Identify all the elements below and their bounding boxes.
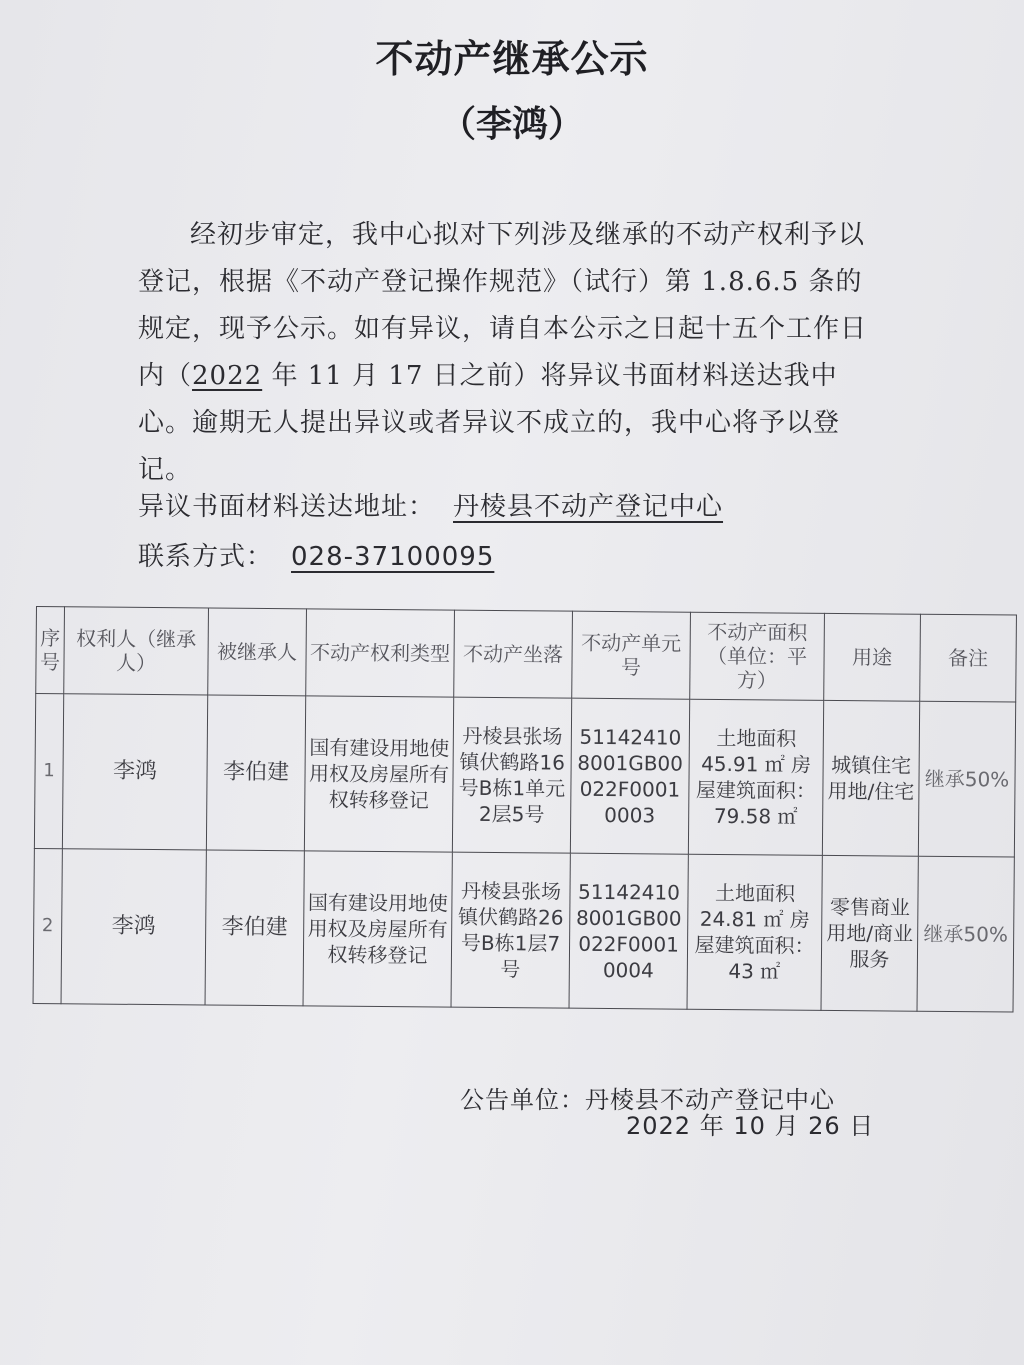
cell-note: 继承50%: [918, 701, 1015, 857]
address-line: [138, 486, 723, 523]
table-row: [33, 848, 1014, 1012]
property-table: [33, 606, 1017, 1013]
header-right-type: 不动产权利类型: [306, 609, 455, 697]
cell-unit-no: 511424108001GB00022F00010004: [569, 853, 688, 1009]
cell-unit-no: 511424108001GB00022F00010003: [570, 698, 689, 854]
cell-note: 继承50%: [917, 856, 1014, 1012]
header-decedent: 被继承人: [208, 608, 307, 696]
cell-holder: 李鸿: [61, 849, 206, 1005]
address-label: 异议书面材料送达地址：: [138, 492, 436, 522]
cell-right-type: 国有建设用地使用权及房屋所有权转移登记: [304, 696, 453, 852]
header-holder: 权利人（继承人）: [64, 607, 209, 695]
cell-area: 土地面积24.81 ㎡ 房屋建筑面积：43 ㎡: [687, 854, 822, 1010]
cell-area: 土地面积45.91 ㎡ 房屋建筑面积：79.58 ㎡: [688, 699, 823, 855]
cell-location: 丹棱县张场镇伏鹤路26号B栋1层7号: [451, 852, 570, 1008]
issue-date: 2022 年 10 月 26 日: [626, 1112, 875, 1140]
body-year: 2022: [192, 361, 263, 391]
cell-location: 丹棱县张场镇伏鹤路16号B栋1单元2层5号: [452, 697, 571, 853]
header-unit-no: 不动产单元号: [572, 611, 691, 699]
contact-label: 联系方式：: [138, 542, 274, 572]
header-location: 不动产坐落: [454, 610, 573, 698]
header-usage: 用途: [824, 613, 921, 701]
cell-decedent: 李伯建: [205, 850, 304, 1006]
cell-right-type: 国有建设用地使用权及房屋所有权转移登记: [303, 851, 452, 1007]
notice-title: 不动产继承公示: [375, 37, 649, 81]
cell-usage: 城镇住宅用地/住宅: [822, 700, 919, 856]
cell-usage: 零售商业用地/商业服务: [821, 855, 918, 1011]
issuer-signature: 公告单位：丹棱县不动产登记中心: [460, 1086, 835, 1114]
cell-decedent: 李伯建: [206, 695, 305, 851]
contact-value: 028-37100095: [291, 542, 495, 572]
cell-holder: 李鸿: [62, 694, 207, 850]
header-note: 备注: [920, 614, 1017, 702]
header-seq: 序号: [36, 607, 65, 694]
body-text-before-year: 经初步审定，我中心拟对下列涉及继承的不动产权利予以登记，根据《不动产登记操作规范》（试行）第 1.8.6.5 条的规定，现予公示。如有异议，请自本公示之日起十五个工作日内（: [138, 220, 868, 391]
notice-subtitle: （李鸿）: [439, 104, 584, 145]
table-header-row: [36, 607, 1017, 703]
notice-body: [138, 212, 878, 494]
body-text-after-year: 年 11 月 17 日之前）将异议书面材料送达我中心。逾期无人提出异议或者异议不成立的，我中心将予以登记。: [138, 361, 841, 485]
cell-seq: 2: [33, 848, 62, 1003]
contact-line: [138, 536, 494, 573]
address-value: 丹棱县不动产登记中心: [453, 492, 724, 522]
cell-seq: 1: [34, 694, 63, 849]
table-row: [34, 694, 1015, 858]
header-area: 不动产面积（单位：平方）: [690, 612, 825, 700]
